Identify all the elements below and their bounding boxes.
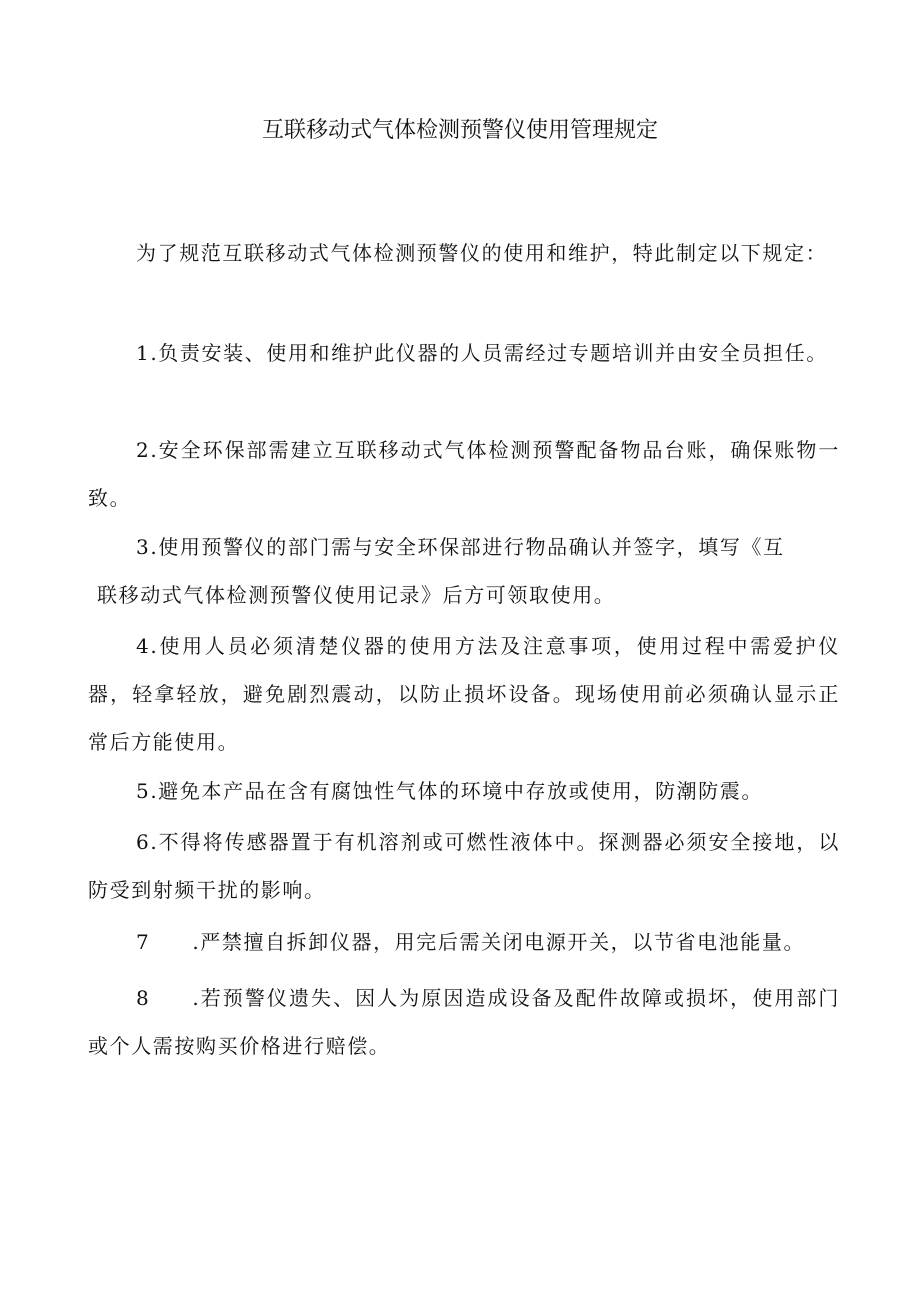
rule-text: .使用人员必须清楚仪器的使用方法及注意事项，使用过程中需爱护仪器，轻拿轻放，避免剧烈震动，以防止损坏设备。现场使用前必须确认显示正常后方能使用。	[88, 634, 840, 754]
rule-item-3	[88, 523, 840, 619]
rule-item-1	[88, 329, 840, 377]
rule-item-8	[88, 974, 840, 1070]
rule-number: 1	[136, 341, 151, 365]
rule-item-7	[88, 918, 840, 966]
rule-number: 7	[136, 930, 151, 954]
rule-number: 4	[136, 634, 151, 658]
intro-text: 为了规范互联移动式气体检测预警仪的使用和维护，特此制定以下规定：	[136, 241, 828, 265]
rule-number: 3	[136, 535, 151, 559]
rule-text: .负责安装、使用和维护此仪器的人员需经过专题培训并由安全员担任。	[150, 341, 828, 365]
rule-item-2	[88, 426, 840, 522]
rule-number: 6	[136, 830, 151, 854]
intro-paragraph	[88, 229, 840, 277]
rule-number: 8	[136, 986, 151, 1010]
rule-text: .不得将传感器置于有机溶剂或可燃性液体中。探测器必须安全接地，以防受到射频干扰的影响。	[88, 830, 840, 902]
rule-item-4	[88, 622, 840, 766]
rule-text: .避免本产品在含有腐蚀性气体的环境中存放或使用，防潮防震。	[150, 779, 764, 803]
document-title: 互联移动式气体检测预警仪使用管理规定	[261, 118, 658, 143]
rule-text: .严禁擅自拆卸仪器，用完后需关闭电源开关，以节省电池能量。	[192, 930, 806, 954]
rule-item-6	[88, 818, 840, 914]
rule-item-5	[88, 767, 840, 815]
rule-text: .安全环保部需建立互联移动式气体检测预警配备物品台账，确保账物一致。	[88, 438, 840, 510]
rule-number: 2	[136, 438, 151, 462]
rule-text: .使用预警仪的部门需与安全环保部进行物品确认并签字，填写《互	[150, 535, 785, 559]
rule-number: 5	[136, 779, 151, 803]
rule-text: .若预警仪遗失、因人为原因造成设备及配件故障或损坏，使用部门或个人需按购买价格进行赔偿。	[88, 986, 840, 1058]
rule-text-continued: 联移动式气体检测预警仪使用记录》后方可领取使用。	[97, 583, 616, 607]
